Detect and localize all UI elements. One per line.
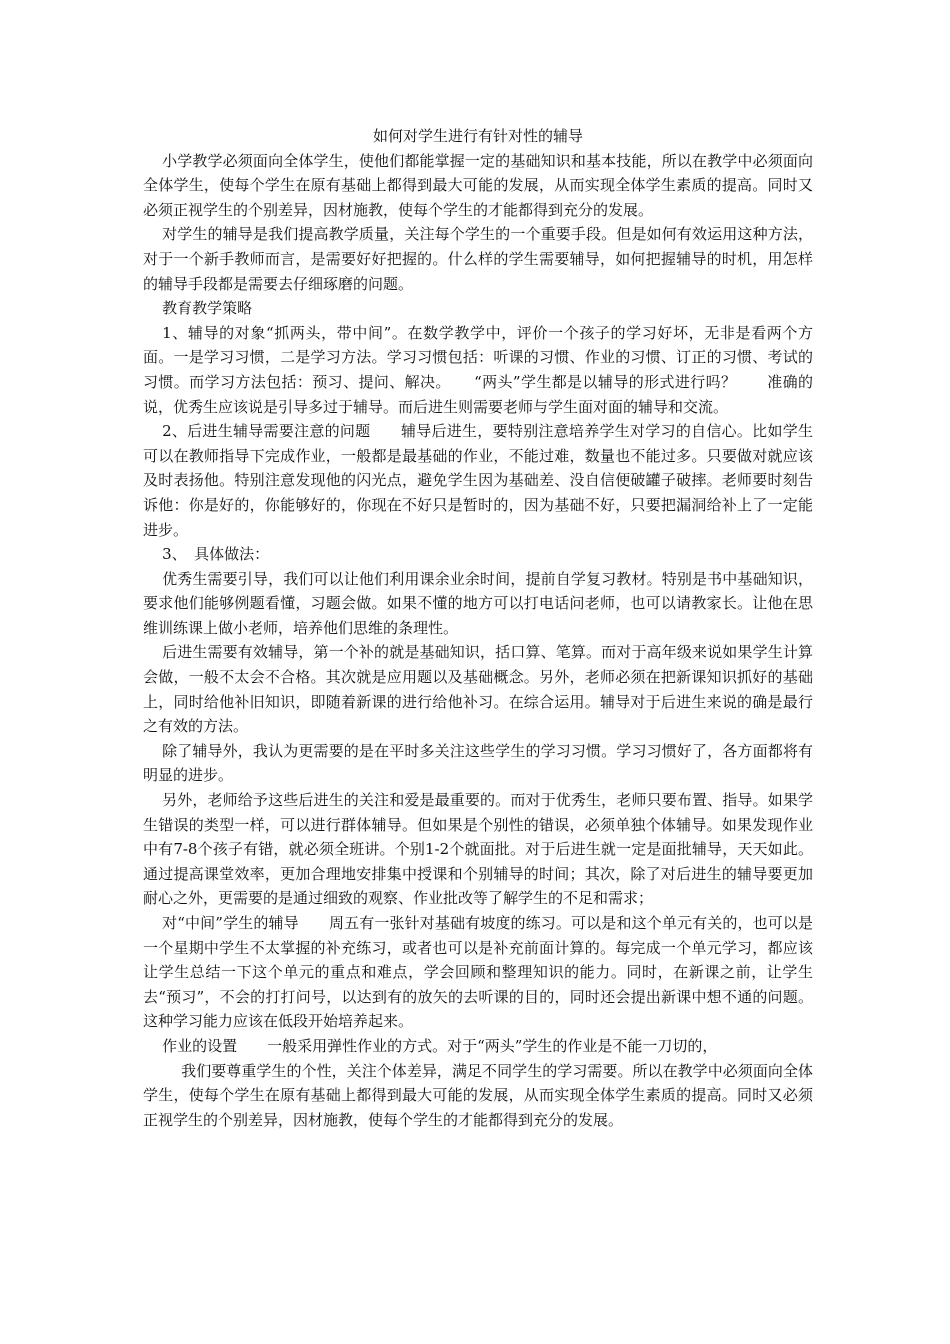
document-title: 如何对学生进行有针对性的辅导	[372, 127, 583, 145]
paragraph-conclusion: 我们要尊重学生的个性，关注个体差异，满足不同学生的学习需要。所以在教学中必须面向全体学生，使每个学生在原有基础上都得到最大可能的发展，从而实现全体学生素质的提高。同时又必须正视学生的个别差异，因材施教，使每个学生的才能都得到充分的发展。	[143, 1061, 813, 1129]
paragraph-1: 小学教学必须面向全体学生，使他们都能掌握一定的基础知识和基本技能，所以在教学中必须面向全体学生，使每个学生在原有基础上都得到最大可能的发展，从而实现全体学生素质的提高。同时又必须正视学生的个别差异，因材施教，使每个学生的才能都得到充分的发展。	[143, 151, 813, 219]
section-heading-strategy: 教育教学策略	[162, 299, 253, 318]
document-body	[143, 124, 813, 1132]
paragraph-habits: 除了辅导外，我认为更需要的是在平时多关注这些学生的学习习惯。学习习惯好了，各方面都将有明显的进步。	[143, 741, 813, 785]
paragraph-struggling-students: 后进生需要有效辅导，第一个补的就是基础知识，括口算、笔算。而对于高年级来说如果学生计算会做，一般不太会不合格。其次就是应用题以及基础概念。另外，老师必须在把新课知识抓好的基础上，同时给他补旧知识，即随着新课的进行给他补习。在综合运用。辅导对于后进生来说的确是最行之有效的方法。	[143, 643, 813, 736]
paragraph-middle-students: 对“中间”学生的辅导 周五有一张针对基础有坡度的练习。可以是和这个单元有关的，也可以是一个星期中学生不太掌握的补充练习，或者也可以是补充前面计算的。每完成一个单元学习，都应该让学生总结一下这个单元的重点和难点，学会回顾和整理知识的能力。同时，在新课之前，让学生去“预习”，不会的打打问号，以达到有的放矢的去听课的目的，同时还会提出新课中想不通的问题。这种学习能力应该在低段开始培养起来。	[143, 914, 813, 1031]
paragraph-homework: 作业的设置 一般采用弹性作业的方式。对于“两头”学生的作业是不能一刀切的，	[162, 1036, 718, 1055]
paragraph-2: 对学生的辅导是我们提高教学质量，关注每个学生的一个重要手段。但是如何有效运用这种方法，对于一个新手教师而言，是需要好好把握的。什么样的学生需要辅导，如何把握辅导的时机，用怎样的辅导手段都是需要去仔细琢磨的问题。	[143, 225, 813, 293]
paragraph-attention: 另外，老师给予这些后进生的关注和爱是最重要的。而对于优秀生，老师只要布置、指导。如果学生错误的类型一样，可以进行群体辅导。但如果是个别性的错误，必须单独个体辅导。如果发现作业中有7-8个孩子有错，就必须全班讲。个别1-2个就面批。对于后进生就一定是面批辅导，天天如此。通过提高课堂效率，更加合理地安排集中授课和个别辅导的时间；其次，除了对后进生的辅导要更加耐心之外，更需要的是通过细致的观察、作业批改等了解学生的不足和需求；	[143, 791, 813, 908]
paragraph-point-1: 1、辅导的对象“抓两头，带中间”。在数学教学中，评价一个孩子的学习好坏，无非是看两个方面。一是学习习惯，二是学习方法。学习习惯包括：听课的习惯、作业的习惯、订正的习惯、考试的习惯。而学习方法包括：预习、提问、解决。 “两头”学生都是以辅导的形式进行吗？ 准确的说，优秀生应该说是引导多过于辅导。而后进生则需要老师与学生面对面的辅导和交流。	[143, 323, 813, 416]
paragraph-point-2: 2、后进生辅导需要注意的问题 辅导后进生，要特别注意培养学生对学习的自信心。比如学生可以在教师指导下完成作业，一般都是最基础的作业，不能过难，数量也不能过多。只要做对就应该及时表扬他。特别注意发现他的闪光点，避免学生因为基础差、没自信便破罐子破摔。老师要时刻告诉他：你是好的，你能够好的，你现在不好只是暂时的，因为基础不好，只要把漏洞给补上了一定能进步。	[143, 422, 813, 539]
paragraph-point-3-heading: 3、 具体做法：	[162, 545, 270, 564]
paragraph-excellent-students: 优秀生需要引导，我们可以让他们利用课余业余时间，提前自学复习教材。特别是书中基础知识，要求他们能够例题看懂，习题会做。如果不懂的地方可以打电话问老师，也可以请教家长。让他在思维训练课上做小老师，培养他们思维的条理性。	[143, 569, 813, 637]
